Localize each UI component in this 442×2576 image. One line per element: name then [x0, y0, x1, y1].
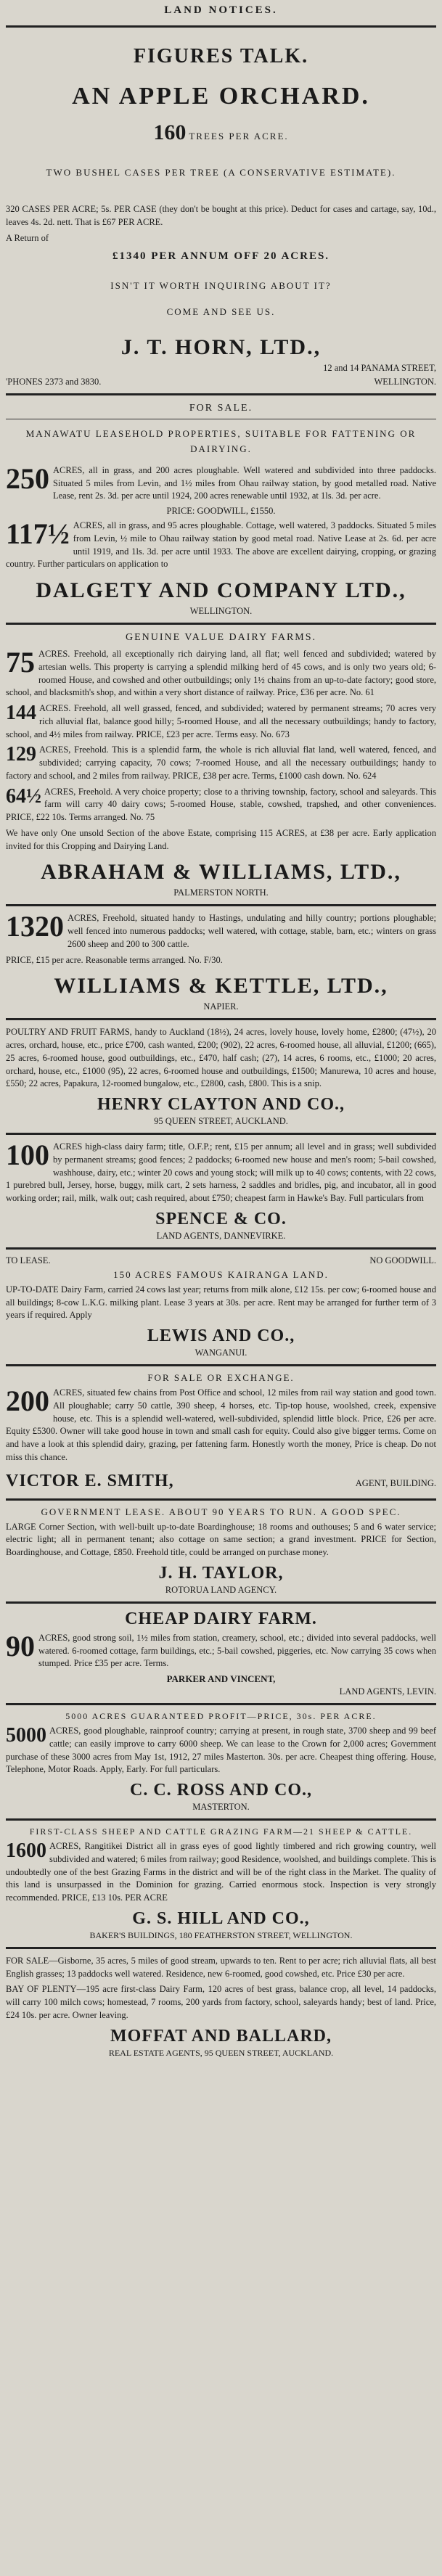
firm-name: VICTOR E. SMITH,: [6, 1471, 174, 1490]
divider: [6, 623, 436, 625]
address-line: 12 and 14 PANAMA STREET,: [323, 363, 436, 374]
town: WELLINGTON.: [374, 377, 436, 387]
firm-name: C. C. ROSS AND CO.,: [129, 1781, 313, 1800]
ad-smith: [6, 1372, 436, 1493]
ad-moffat-ballard: [6, 1955, 436, 2059]
divider: [6, 904, 436, 906]
town: MASTERTON.: [192, 1802, 250, 1813]
listing-text: ACRES, Freehold, situated handy to Hastings, undulating and hilly country; portions ploughable; well fenced into numerous paddocks; well watered, with cottage, stable, barn, etc.; winters on grass 2600 sheep and 200 to 300 cattle.: [67, 913, 436, 949]
goodwill-label: NO GOODWILL.: [369, 1255, 436, 1266]
firm-name: HENRY CLAYTON AND CO.,: [97, 1095, 345, 1115]
section-subheader: FOR SALE OR EXCHANGE.: [147, 1372, 295, 1384]
return-label: A Return of: [6, 232, 49, 243]
lease-label: TO LEASE.: [6, 1255, 51, 1266]
listing-price: PRICE, £15 per acre. Reasonable terms arranged. No. F/30.: [6, 954, 223, 965]
divider: [6, 393, 436, 395]
acreage: 144: [6, 702, 36, 725]
section-subheader: FIRST-CLASS SHEEP AND CATTLE GRAZING FARM—21 SHEEP & CATTLE.: [29, 1826, 413, 1837]
divider: [6, 1818, 436, 1821]
firm-name: ABRAHAM & WILLIAMS, LTD.,: [41, 860, 401, 885]
town: ROTORUA LAND AGENCY.: [165, 1584, 277, 1595]
listing-text: ACRES, Freehold. This is a splendid farm, the whole is rich alluvial flat land, well watered, fenced, and subdivided; carrying capacity, 70 cows; 7-roomed House, and all the necessary outbuildings; handy to factory and school, and 2 miles from railway. PRICE, £38 per acre. Terms, £1000 cash down. No. 624: [6, 745, 436, 781]
listing-text: ACRES, good strong soil, 1½ miles from station, creamery, school, etc.; divided into several paddocks, well watered. 6-roomed cottage, farm buildings, etc.; 5-bail cowshed, piggeries, etc. Now carrying 35 cows when stumped. Price £35 per acre. Terms.: [38, 1632, 436, 1669]
divider: [6, 1018, 436, 1020]
trees-number: 160: [153, 120, 187, 144]
firm-name: J. T. HORN, LTD.,: [120, 335, 322, 360]
acreage: 100: [6, 1139, 49, 1172]
trees-text: TREES PER ACRE.: [189, 131, 289, 141]
acreage: 129: [6, 743, 36, 766]
acreage: 200: [6, 1385, 49, 1418]
divider: [6, 1364, 436, 1366]
section-subheader: MANAWATU LEASEHOLD PROPERTIES, SUITABLE FOR FATTENING OR DAIRYING.: [25, 428, 417, 455]
town: WELLINGTON.: [189, 606, 253, 617]
calc-text: 320 CASES PER ACRE; 5s. PER CASE (they don't be bought at this price). Deduct for cases and cartage, say, 10d., leaves 4s. 2d. nett. That is £67 PER ACRE.: [6, 204, 436, 227]
listing-text: ACRES. Freehold, all exceptionally rich dairying land, all flat; well fenced and subdivided; watered by artesian wells. This property is carrying a splendid milking herd of 45 cows, and is only two years old; 6-roomed House, and cowshed and other outbuildings; only 1½ chains from an up-to-date factory; good store, school, and blacksmith's shop, and within a very short distance of railway. Price, £36 per acre. No. 61: [6, 649, 436, 698]
ad-title: CHEAP DAIRY FARM.: [125, 1609, 317, 1628]
divider: [6, 1703, 436, 1705]
ad-headline: AN APPLE ORCHARD.: [72, 83, 370, 110]
return-amount: £1340 PER ANNUM OFF 20 ACRES.: [112, 250, 330, 263]
firm-name: MOFFAT AND BALLARD,: [110, 2026, 332, 2046]
ad-abraham-williams: [6, 632, 436, 898]
cases-line: TWO BUSHEL CASES PER TREE (A CONSERVATIVE ESTIMATE).: [46, 167, 396, 178]
listing-text: ACRES, good ploughable, rainproof country; carrying at present, in rough state, 3700 sheep and 99 beef cattle; can easily improve to carry 6000 sheep. We can lease to the Crown for 2,000 acres; Government purchase of these 3000 acres from May 1st, 1912, 27 miles Masterton. 30s. per acre. Cheapest thing offering. House, Telephone, Motor Roads. Apply, Early. For full particulars.: [6, 1726, 436, 1775]
ad-ross: [6, 1711, 436, 1813]
listing-text: UP-TO-DATE Dairy Farm, carried 24 cows last year; returns from milk alone, £12 15s. per cow; 6-roomed house and all buildings; 8-cow L.K.G. milking plant. Lease 3 years at 30s. per acre. Rent may be arranged for further term of 3 years if required. Apply: [6, 1284, 436, 1321]
section-subheader: 150 ACRES FAMOUS KAIRANGA LAND.: [113, 1268, 329, 1280]
town: LAND AGENTS, DANNEVIRKE.: [156, 1230, 286, 1241]
acreage: 250: [6, 462, 49, 495]
divider: [6, 1133, 436, 1135]
town: NAPIER.: [203, 1001, 239, 1012]
estate-note: We have only One unsold Section of the above Estate, comprising 115 ACRES, at £38 per acre. Early application invited for this Cropping and Dairying Land.: [6, 827, 436, 851]
firm-name: SPENCE & CO.: [155, 1209, 287, 1228]
town: LAND AGENTS, LEVIN.: [339, 1686, 436, 1697]
firm-name: LEWIS AND CO.,: [147, 1326, 295, 1346]
listing-text: ACRES, all in grass, and 95 acres ploughable. Cottage, well watered, 3 paddocks. Situated 5 miles from Levin, ½ mile to Ohau railway station by good metal road. Native Lease at 2s. 6d. per acre until 1919, and 1ls. 3d. per acre until 1933. The above are excellent dairying, cropping, or grazing country. Further particulars on application to: [6, 520, 436, 570]
ad-parker-vincent: [6, 1609, 436, 1697]
listing-text: FOR SALE—Gisborne, 35 acres, 5 miles of good stream, upwards to ten. Rent to per acre; rich alluvial flats, all best English grasses; 13 paddocks well watered. Residence, new 6-roomed, good cowshed, etc. Price £30 per acre.: [6, 1955, 436, 1979]
listing-text: LARGE Corner Section, with well-built up-to-date Boardinghouse; 18 rooms and outhouses; 5 and 6 water service; electric light; all in permanent tenant; also cottage on same section; a grand investment. PRICE for Section, Boardinghouse, and Cottage, £850. Freehold title, could be arranged on purchase money.: [6, 1521, 436, 1558]
address: BAKER'S BUILDINGS, 180 FEATHERSTON STREET, WELLINGTON.: [89, 1929, 353, 1940]
listing-text: BAY OF PLENTY—195 acre first-class Dairy Farm, 120 acres of best grass, balance crop, all level, 14 paddocks, will carry 100 milch cows; homestead, 7 rooms, 200 yards from factory, school, saleyards handy; best of land. Price, £24 10s. per acre. Owner leaving.: [6, 1984, 436, 2020]
listing-text: ACRES. Freehold, all well grassed, fenced, and subdivided; watered by permanent streams; 70 acres very rich alluvial flat, balance good hilly; 5-roomed House, and all the necessary outbuildings; handy to factory, school, and 4½ miles from railway. PRICE, £23 per acre. Terms easy. No. 673: [6, 703, 436, 739]
acreage: 75: [6, 646, 35, 679]
acreage: 1600: [6, 1839, 46, 1863]
section-subheader: 5000 ACRES GUARANTEED PROFIT—PRICE, 30s. PER ACRE.: [65, 1711, 377, 1722]
ad-spence: [6, 1141, 436, 1242]
acreage: 1320: [6, 910, 64, 943]
come-see: COME AND SEE US.: [166, 306, 276, 318]
divider: [6, 25, 436, 28]
listing-text: ACRES, Rangitikei District all in grass eyes of good lightly timbered and rich growing country, well subdivided and watered; 6 miles from railway; good Residence, woolshed, and buildings complete. This is undoubtedly one of the best Grazing Farms in the district and will be of the right class in the Market. The quality of this land is unsurpassed in the Dominion for grazing. Carried enormous stock. Inspection is very strongly recommended. PRICE, £13 10s. PER ACRE: [6, 1841, 436, 1903]
ad-hill: [6, 1826, 436, 1941]
firm-name: WILLIAMS & KETTLE, LTD.,: [54, 974, 388, 998]
ad-lewis: [6, 1255, 436, 1358]
firm-name: PARKER AND VINCENT,: [166, 1673, 276, 1685]
acreage: 64½: [6, 784, 41, 808]
firm-name: G. S. HILL AND CO.,: [132, 1908, 310, 1928]
firm-name: J. H. TAYLOR,: [158, 1563, 284, 1583]
acreage: 117½: [6, 517, 70, 551]
divider: [6, 1947, 436, 1949]
listing-text: ACRES high-class dairy farm; title, O.F.P.; rent, £15 per annum; all level and in grass; well subdivided by permanent streams; good fences; 2 paddocks; 6-roomed new house and men's room; 5-bail cowshed, washhouse, dairy, etc.; winter 20 cows and young stock; will milk up to 40 cows; contents, with 22 cows, 1 purebred bull, Jersey, horse, buggy, milk cart, 2 sets harness, 2 saddles and bridles, pig, and incubator, all in good working order; rail, milk, walk out; cash required, about £750; cheapest farm in Hawke's Bay. Full particulars from: [6, 1141, 436, 1204]
address: REAL ESTATE AGENTS, 95 QUEEN STREET, AUCKLAND.: [108, 2047, 334, 2058]
divider: [6, 1601, 436, 1604]
section-header: FOR SALE.: [189, 403, 253, 414]
address: 95 QUEEN STREET, AUCKLAND.: [154, 1116, 288, 1127]
phones: 'PHONES 2373 and 3830.: [6, 377, 102, 387]
divider: [6, 1247, 436, 1250]
section-subheader: GOVERNMENT LEASE. ABOUT 90 YEARS TO RUN. A GOOD SPEC.: [41, 1506, 401, 1517]
town: PALMERSTON NORTH.: [173, 887, 269, 898]
listing-text: ACRES, Freehold. A very choice property; close to a thriving township, factory, school and saleyards. This farm will carry 40 dairy cows; 5-roomed House, stable, cowshed, trapshed, and other conveniences. PRICE, £22 10s. Terms arranged. No. 75: [6, 786, 436, 823]
newspaper-page: [6, 0, 436, 2576]
section-header: GENUINE VALUE DAIRY FARMS.: [125, 632, 317, 644]
ad-title: FIGURES TALK.: [133, 45, 309, 67]
ad-dalgety: [6, 403, 436, 617]
town: WANGANUI.: [195, 1348, 247, 1358]
acreage: 5000: [6, 1724, 46, 1747]
divider: [6, 1498, 436, 1501]
acreage: 90: [6, 1629, 35, 1662]
listing-text: POULTRY AND FRUIT FARMS, handy to Auckland (18½), 24 acres, lovely house, lovely home, £2800; (47½), 20 acres, orchard, house, etc., price £700, cash wanted, £200; (902), 22 acres, 6-roomed house, all alluvial, £1200; (665), 25 acres, 6-roomed house, good outbuildings, etc., £470, half cash; (27), 14 acres, 6 rooms, etc., £1000; 20 acres, orchard, house, etc., £1000 (95), 22 acres, 6-roomed house and outbuildings, £1500; Manurewa, 10 acres and house, £550; 22 acres, Papakura, 12-roomed bungalow, etc., £2800, cash, £800. This is a snip.: [6, 1027, 436, 1089]
ad-taylor: [6, 1506, 436, 1596]
ad-horn: [6, 45, 436, 387]
listing-price: PRICE: GOODWILL, £1550.: [166, 506, 276, 517]
firm-name: DALGETY AND COMPANY LTD.,: [36, 578, 406, 603]
listing-text: ACRES, all in grass, and 200 acres ploughable. Well watered and subdivided into three paddocks. Situated 5 miles from Levin, and 1½ miles from Ohau railway station, by good metalled road. Native Lease, rent 2s. 3d. per acre until 1924, 200 acres renewable until 1932, at 1ls. 3d. per acre.: [53, 464, 436, 501]
agent-role: AGENT, BUILDING.: [355, 1477, 436, 1488]
ad-williams-kettle: [6, 912, 436, 1012]
listing-text: ACRES, situated few chains from Post Office and school, 12 miles from rail way station and good town. All ploughable; carry 50 cattle, 390 sheep, 4 horses, etc. Tip-top house, woolshed, creek, expensive house, etc. This is a splendid well-watered, well-subdivided, splendid little block. Price, £26 per acre. Equity £5300. Owner will take good house in town and small cash for equity. Could also give bigger terms. Come on and have a look at this splendid dairy, grazing, per fattening farm. Honestly worth the money, Price is cheap. Do not miss this chance.: [6, 1387, 436, 1462]
question: ISN'T IT WORTH INQUIRING ABOUT IT?: [110, 280, 332, 292]
ad-clayton: [6, 1026, 436, 1127]
masthead: LAND NOTICES.: [164, 4, 278, 16]
